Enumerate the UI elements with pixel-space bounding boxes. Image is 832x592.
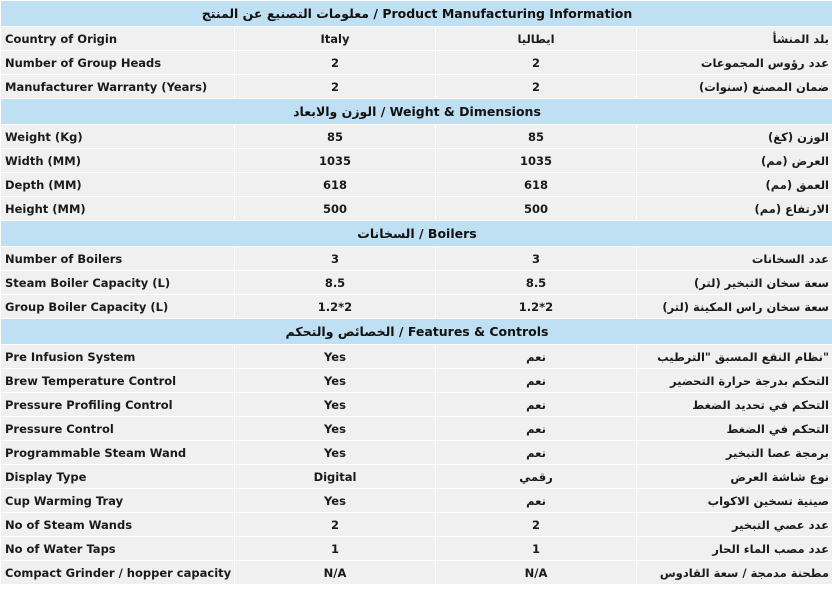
spec-label-english: Pre Infusion System <box>1 345 234 368</box>
spec-row <box>1 271 832 294</box>
spec-row <box>1 561 832 584</box>
spec-value-english: 85 <box>235 125 435 148</box>
spec-value-arabic: 2 <box>436 51 636 74</box>
spec-label-english: Brew Temperature Control <box>1 369 234 392</box>
spec-label-english: Cup Warming Tray <box>1 489 234 512</box>
spec-label-arabic: عدد السخانات <box>637 247 832 270</box>
spec-label-arabic: التحكم في تحديد الضغط <box>637 393 832 416</box>
spec-label-arabic: برمجة عصا التبخير <box>637 441 832 464</box>
spec-value-arabic: 85 <box>436 125 636 148</box>
spec-label-arabic: عدد رؤوس المجموعات <box>637 51 832 74</box>
section-header <box>1 221 832 246</box>
spec-label-english: Depth (MM) <box>1 173 234 196</box>
spec-label-english: Number of Boilers <box>1 247 234 270</box>
spec-label-english: Programmable Steam Wand <box>1 441 234 464</box>
spec-row <box>1 369 832 392</box>
spec-value-english: 2 <box>235 75 435 98</box>
spec-value-english: Yes <box>235 441 435 464</box>
spec-label-english: Compact Grinder / hopper capacity <box>1 561 234 584</box>
spec-value-arabic: رقمي <box>436 465 636 488</box>
spec-value-arabic: نعم <box>436 441 636 464</box>
spec-value-arabic: 2 <box>436 75 636 98</box>
spec-value-english: Yes <box>235 489 435 512</box>
section-header <box>1 1 832 26</box>
spec-label-english: Number of Group Heads <box>1 51 234 74</box>
spec-value-english: 2 <box>235 51 435 74</box>
spec-value-arabic: نعم <box>436 489 636 512</box>
section-title: السخانات / Boilers <box>1 221 832 246</box>
spec-table-body <box>1 1 832 584</box>
section-title: معلومات التصنيع عن المنتج / Product Manufacturing Information <box>1 1 832 26</box>
spec-value-arabic: 1 <box>436 537 636 560</box>
spec-value-arabic: نعم <box>436 393 636 416</box>
spec-value-english: 1035 <box>235 149 435 172</box>
spec-row <box>1 417 832 440</box>
spec-row <box>1 345 832 368</box>
spec-label-arabic: مطحنة مدمجة / سعة القادوس <box>637 561 832 584</box>
spec-label-arabic: الوزن (كغ) <box>637 125 832 148</box>
spec-row <box>1 75 832 98</box>
spec-value-english: 1 <box>235 537 435 560</box>
spec-label-arabic: عدد عصي التبخير <box>637 513 832 536</box>
spec-value-english: Yes <box>235 345 435 368</box>
section-title: الخصائص والتحكم / Features & Controls <box>1 319 832 344</box>
spec-value-arabic: ايطاليا <box>436 27 636 50</box>
spec-row <box>1 125 832 148</box>
spec-label-arabic: العرض (مم) <box>637 149 832 172</box>
spec-label-english: Country of Origin <box>1 27 234 50</box>
spec-value-english: 618 <box>235 173 435 196</box>
spec-row <box>1 295 832 318</box>
spec-label-english: No of Water Taps <box>1 537 234 560</box>
spec-label-arabic: الارتفاع (مم) <box>637 197 832 220</box>
spec-value-arabic: 1035 <box>436 149 636 172</box>
spec-value-english: 1.2*2 <box>235 295 435 318</box>
spec-label-english: Height (MM) <box>1 197 234 220</box>
spec-label-arabic: العمق (مم) <box>637 173 832 196</box>
spec-value-english: 2 <box>235 513 435 536</box>
section-header <box>1 319 832 344</box>
spec-label-english: Width (MM) <box>1 149 234 172</box>
spec-row <box>1 465 832 488</box>
spec-label-arabic: نوع شاشة العرض <box>637 465 832 488</box>
spec-value-english: Yes <box>235 417 435 440</box>
spec-value-english: Yes <box>235 393 435 416</box>
section-title: الوزن والابعاد / Weight & Dimensions <box>1 99 832 124</box>
spec-value-arabic: 2 <box>436 513 636 536</box>
spec-value-english: 3 <box>235 247 435 270</box>
spec-row <box>1 489 832 512</box>
spec-row <box>1 441 832 464</box>
spec-label-arabic: التحكم بدرجة حرارة التحضير <box>637 369 832 392</box>
spec-value-arabic: 618 <box>436 173 636 196</box>
spec-row <box>1 27 832 50</box>
spec-label-english: Display Type <box>1 465 234 488</box>
spec-label-arabic: التحكم في الضغط <box>637 417 832 440</box>
spec-label-arabic: ضمان المصنع (سنوات) <box>637 75 832 98</box>
spec-label-english: Weight (Kg) <box>1 125 234 148</box>
spec-value-arabic: 500 <box>436 197 636 220</box>
spec-label-arabic: نظام النقع المسبق "الترطيب" <box>637 345 832 368</box>
spec-value-arabic: 8.5 <box>436 271 636 294</box>
spec-value-arabic: 1.2*2 <box>436 295 636 318</box>
spec-row <box>1 393 832 416</box>
spec-label-english: Group Boiler Capacity (L) <box>1 295 234 318</box>
spec-label-english: Pressure Profiling Control <box>1 393 234 416</box>
spec-label-english: Steam Boiler Capacity (L) <box>1 271 234 294</box>
spec-value-english: N/A <box>235 561 435 584</box>
section-header <box>1 99 832 124</box>
spec-value-arabic: نعم <box>436 417 636 440</box>
spec-value-arabic: 3 <box>436 247 636 270</box>
spec-row <box>1 513 832 536</box>
spec-label-arabic: سعة سخان راس المكينة (لتر) <box>637 295 832 318</box>
spec-label-english: Pressure Control <box>1 417 234 440</box>
spec-value-english: Italy <box>235 27 435 50</box>
spec-row <box>1 51 832 74</box>
spec-row <box>1 537 832 560</box>
spec-label-english: Manufacturer Warranty (Years) <box>1 75 234 98</box>
spec-row <box>1 197 832 220</box>
spec-row <box>1 247 832 270</box>
spec-label-arabic: بلد المنشأ <box>637 27 832 50</box>
spec-label-arabic: صينية تسخين الاكواب <box>637 489 832 512</box>
spec-row <box>1 173 832 196</box>
spec-value-english: 500 <box>235 197 435 220</box>
spec-value-arabic: N/A <box>436 561 636 584</box>
spec-label-arabic: عدد مصب الماء الحار <box>637 537 832 560</box>
spec-value-english: Digital <box>235 465 435 488</box>
spec-row <box>1 149 832 172</box>
spec-label-arabic: سعة سخان التبخير (لتر) <box>637 271 832 294</box>
spec-value-arabic: نعم <box>436 345 636 368</box>
spec-label-english: No of Steam Wands <box>1 513 234 536</box>
spec-value-arabic: نعم <box>436 369 636 392</box>
spec-value-english: Yes <box>235 369 435 392</box>
spec-value-english: 8.5 <box>235 271 435 294</box>
